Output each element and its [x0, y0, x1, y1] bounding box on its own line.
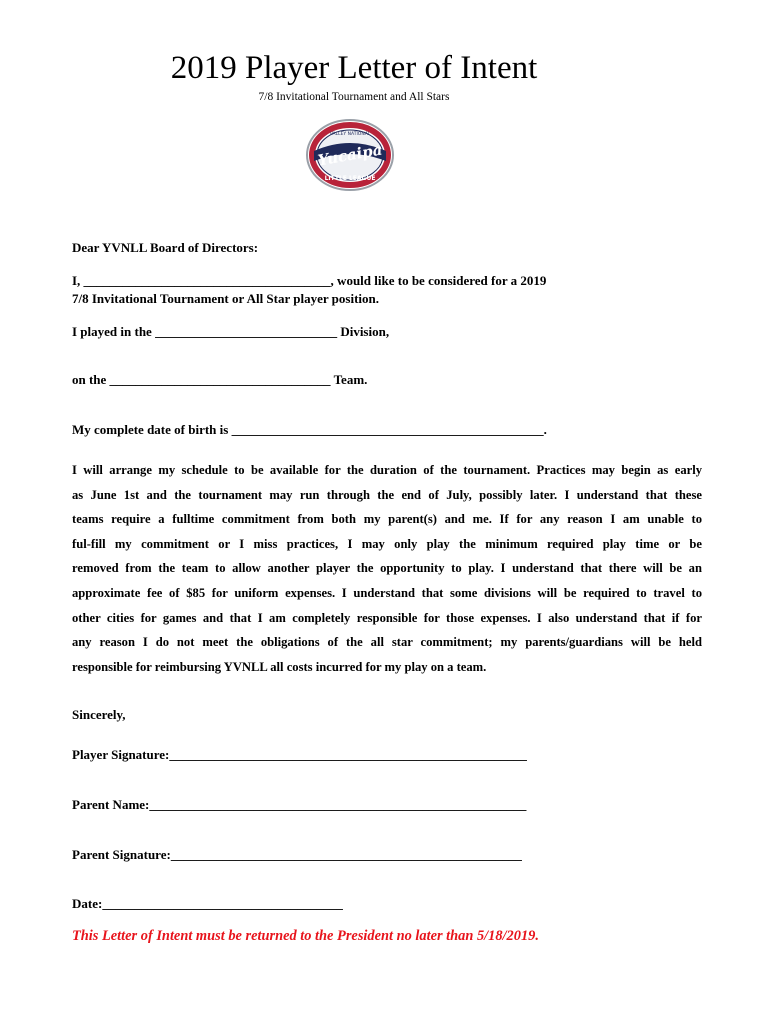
- commitment-paragraph: [72, 458, 702, 679]
- document-subtitle: 7/8 Invitational Tournament and All Stars: [258, 91, 450, 103]
- svg-text:Yucaipa: Yucaipa: [316, 140, 384, 170]
- paragraph-line: approximate fee of $85 for uniform expenses. I understand that some divisions will be required to travel to: [72, 585, 702, 600]
- yucaipa-little-league-logo: [304, 117, 396, 193]
- paragraph-line: teams require a fulltime commitment from both my parent(s) and me. If for any reason I am unable to: [72, 512, 702, 527]
- svg-text:LITTLE LEAGUE: LITTLE LEAGUE: [324, 175, 376, 182]
- parent-signature-field[interactable]: Parent Signature:______________________________________________________: [72, 847, 522, 862]
- paragraph-line: removed from the team to allow another player the opportunity to play. I understand that there will be an: [72, 561, 702, 576]
- paragraph-line: as June 1st and the tournament may run through the end of July, possibly later. I understand that these: [72, 487, 702, 502]
- svg-text:VALLEY NATIONAL: VALLEY NATIONAL: [329, 132, 371, 137]
- salutation: Dear YVNLL Board of Directors:: [72, 240, 259, 255]
- document-title: 2019 Player Letter of Intent: [170, 50, 538, 86]
- name-line: I, ______________________________________, would like to be considered for a 2019: [72, 273, 547, 288]
- team-line: on the __________________________________ Team.: [72, 372, 368, 387]
- dob-line: My complete date of birth is ________________________________________________.: [72, 422, 547, 437]
- return-deadline-notice: This Letter of Intent must be returned to the President no later than 5/18/2019.: [72, 928, 539, 944]
- player-signature-field[interactable]: Player Signature:_______________________________________________________: [72, 747, 527, 762]
- paragraph-line: other cities for games and that I am completely responsible for those expenses. I also understand that if for: [72, 610, 702, 625]
- paragraph-line: I will arrange my schedule to be available for the duration of the tournament. Practices may begin as early: [72, 463, 702, 477]
- division-line: I played in the ____________________________ Division,: [72, 324, 390, 339]
- date-field[interactable]: Date:_____________________________________: [72, 896, 343, 911]
- position-line: 7/8 Invitational Tournament or All Star player position.: [72, 291, 379, 306]
- parent-name-field[interactable]: Parent Name:__________________________________________________________: [72, 797, 527, 812]
- paragraph-line: any reason I do not meet the obligations of the all star commitment; my parents/guardians will be held: [72, 635, 702, 650]
- closing: Sincerely,: [72, 707, 126, 722]
- paragraph-line: ful-fill my commitment or I miss practices, I may only play the minimum required play time or be: [72, 536, 702, 551]
- paragraph-line: responsible for reimbursing YVNLL all costs incurred for my play on a team.: [72, 659, 487, 674]
